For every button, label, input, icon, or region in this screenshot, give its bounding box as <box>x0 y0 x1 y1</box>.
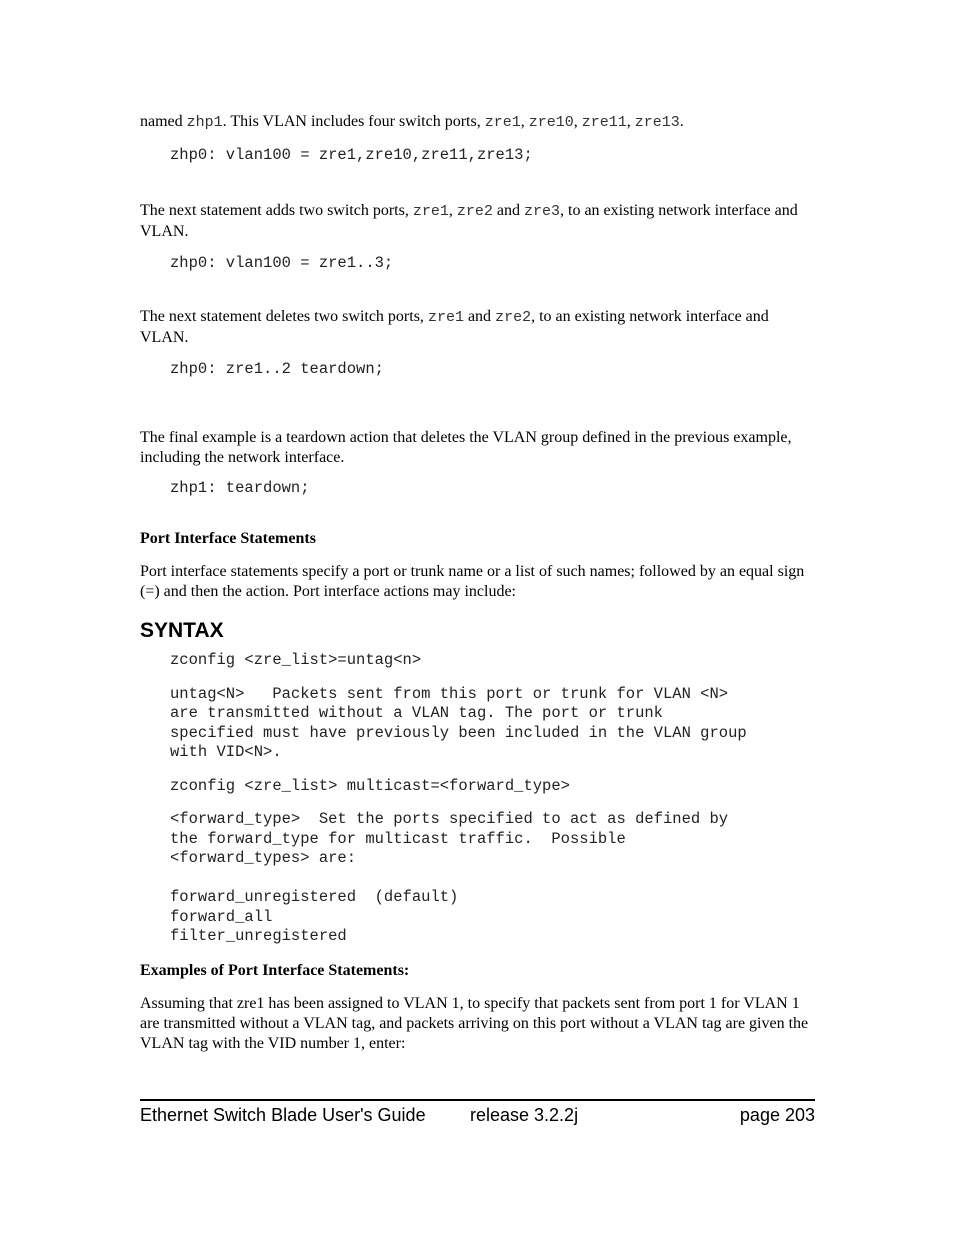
port-name: zre10 <box>528 114 574 131</box>
syntax-untag-description: untag<N> Packets sent from this port or trunk for VLAN <N> are transmitted without a VLAN tag. The port or trunk specified must have previously been included in the VLAN group with VID<N>. <box>170 684 747 761</box>
paragraph-text: The next statement deletes two switch ports, <box>140 308 428 325</box>
intro-text-mid: . This VLAN includes four switch ports, <box>222 113 485 130</box>
intro-text: named <box>140 113 187 130</box>
conjunction: and <box>463 308 496 325</box>
paragraph-teardown: The final example is a teardown action that deletes the VLAN group defined in the previous example, including the network interface. <box>140 428 792 466</box>
interface-name: zhp1 <box>186 114 223 131</box>
separator: , <box>573 113 582 130</box>
paragraph-text: The next statement adds two switch ports, <box>140 201 413 219</box>
paragraph-add-ports <box>140 201 815 242</box>
syntax-multicast-description: <forward_type> Set the ports specified to act as defined by the forward_type for multicast traffic. Possible <forward_types> are: forward_unregistered (default) forward_all filter_unregistered <box>170 810 729 945</box>
conjunction: and <box>492 201 524 219</box>
code-example-1: zhp0: vlan100 = zre1,zre10,zre11,zre13; <box>170 146 533 164</box>
section-heading-port-interface: Port Interface Statements <box>140 530 316 547</box>
document-body <box>140 112 815 1054</box>
code-example-4: zhp1: teardown; <box>170 478 310 497</box>
paragraph-text: , to an existing network interface and VLAN. <box>140 201 798 240</box>
code-example-3: zhp0: zre1..2 teardown; <box>170 360 384 378</box>
paragraph-text: , to an existing network interface and VLAN. <box>140 308 769 346</box>
period: . <box>679 113 684 130</box>
syntax-heading: SYNTAX <box>140 619 224 642</box>
footer-title: Ethernet Switch Blade User's Guide <box>140 1105 426 1125</box>
intro-paragraph <box>140 112 815 133</box>
footer-release: release 3.2.2j <box>470 1105 579 1125</box>
section-heading-examples: Examples of Port Interface Statements: <box>140 961 410 979</box>
port-name: zre2 <box>456 202 493 220</box>
separator: , <box>626 113 635 130</box>
port-name: zre1 <box>427 309 464 326</box>
page-footer <box>140 1099 815 1125</box>
port-name: zre11 <box>581 114 627 131</box>
port-name: zre1 <box>412 202 449 220</box>
separator: , <box>520 113 529 130</box>
port-name: zre13 <box>634 114 680 131</box>
paragraph-port-interface: Port interface statements specify a port or trunk name or a list of such names; followed by an equal sign (=) and then the action. Port interface actions may include: <box>140 563 805 600</box>
syntax-untag: zconfig <zre_list>=untag<n> <box>170 651 422 669</box>
separator: , <box>448 201 457 219</box>
footer-page-number: page 203 <box>739 1105 815 1125</box>
port-name: zre1 <box>484 114 521 131</box>
paragraph-delete-ports <box>140 307 815 348</box>
code-example-2: zhp0: vlan100 = zre1..3; <box>170 253 394 272</box>
paragraph-examples: Assuming that zre1 has been assigned to VLAN 1, to specify that packets sent from port 1 for VLAN 1 are transmitted without a VLAN tag, and packets arriving on this port without a VLAN tag are given the VLAN tag with the VID number 1, enter: <box>140 994 809 1052</box>
port-name: zre2 <box>495 309 532 326</box>
syntax-multicast: zconfig <zre_list> multicast=<forward_type> <box>170 776 570 795</box>
port-name: zre3 <box>523 202 560 220</box>
